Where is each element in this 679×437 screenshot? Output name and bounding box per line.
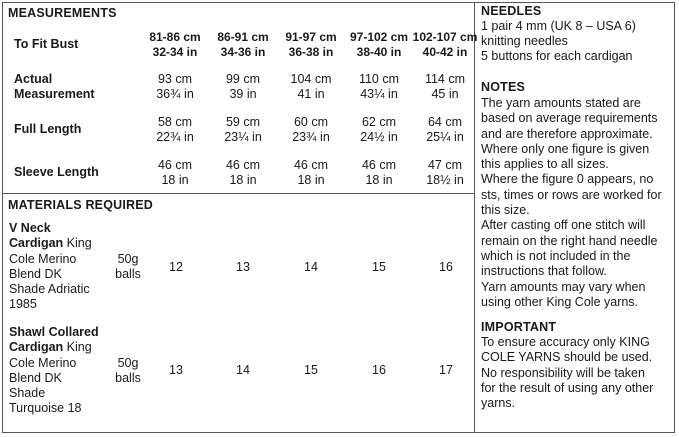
- v-neck-description: [9, 221, 119, 313]
- notes-line: using other King Cole yarns.: [481, 294, 639, 309]
- notes-heading: NOTES: [481, 80, 526, 94]
- shawl-qty-4: 16: [372, 363, 386, 377]
- shawl-description: [9, 325, 119, 417]
- important-line: No responsibility will be taken: [481, 365, 645, 380]
- v-neck-desc-5: 1985: [9, 297, 37, 312]
- important-heading: IMPORTANT: [481, 320, 557, 334]
- notes-line: and are therefore approximate.: [481, 126, 653, 141]
- v-neck-balls-1: 50g: [117, 252, 139, 266]
- notes-body: [481, 96, 675, 310]
- shawl-qty-2: 14: [236, 363, 250, 377]
- needles-heading: NEEDLES: [481, 4, 542, 18]
- v-neck-balls-2: balls: [115, 267, 141, 281]
- sleeve-4-cm: 46 cm: [361, 158, 397, 172]
- notes-line: Where only one figure is given: [481, 141, 650, 156]
- size-3-cm: 91-97 cm: [285, 30, 337, 44]
- length-5-in: 25¼ in: [426, 130, 464, 144]
- sleeve-5-in: 18½ in: [426, 173, 464, 187]
- v-neck-qty-1: 12: [169, 260, 183, 274]
- actual-1-cm: 93 cm: [157, 72, 193, 86]
- size-1-cm: 81-86 cm: [149, 30, 201, 44]
- v-neck-desc-1: King: [63, 236, 92, 251]
- sleeve-1-in: 18 in: [161, 173, 189, 187]
- actual-4-cm: 110 cm: [358, 72, 400, 86]
- shawl-desc-2: Cole Merino: [9, 355, 77, 370]
- important-line: for the result of using any other: [481, 380, 654, 395]
- notes-line: After casting off one stitch will: [481, 218, 646, 233]
- size-1-in: 32-34 in: [152, 45, 198, 59]
- shawl-desc-5: Turquoise 18: [9, 401, 82, 416]
- notes-line: Yarn amounts may vary when: [481, 279, 646, 294]
- length-2-in: 23¼ in: [224, 130, 262, 144]
- v-neck-desc-4: Shade Adriatic: [9, 282, 90, 297]
- sleeve-5-cm: 47 cm: [427, 158, 463, 172]
- v-neck-qty-4: 15: [372, 260, 386, 274]
- notes-line: based on average requirements: [481, 111, 658, 126]
- notes-line: instructions that follow.: [481, 264, 607, 279]
- shawl-balls-2: balls: [115, 371, 141, 385]
- sleeve-2-in: 18 in: [229, 173, 257, 187]
- size-4-in: 38-40 in: [356, 45, 402, 59]
- v-neck-qty-3: 14: [304, 260, 318, 274]
- notes-line: this size.: [481, 203, 530, 218]
- shawl-qty-3: 15: [304, 363, 318, 377]
- size-5-in: 40-42 in: [422, 45, 468, 59]
- important-line: COLE YARNS should be used.: [481, 350, 653, 365]
- sleeve-2-cm: 46 cm: [225, 158, 261, 172]
- sleeve-3-in: 18 in: [297, 173, 325, 187]
- notes-line: which is not included in the: [481, 248, 631, 263]
- needles-line-2: knitting needles: [481, 34, 568, 48]
- notes-line: remain on the right hand needle: [481, 233, 658, 248]
- shawl-desc-3: Blend DK: [9, 370, 62, 385]
- size-2-cm: 86-91 cm: [217, 30, 269, 44]
- notes-line: The yarn amounts stated are: [481, 96, 641, 110]
- sleeve-4-in: 18 in: [365, 173, 393, 187]
- important-body: [481, 335, 675, 411]
- size-5-cm: 102-107 cm: [412, 30, 478, 44]
- actual-4-in: 43¼ in: [360, 87, 398, 101]
- important-line: yarns.: [481, 396, 516, 411]
- row-label-actual-1: Actual: [14, 72, 53, 86]
- actual-2-in: 39 in: [229, 87, 257, 101]
- shawl-qty-5: 17: [439, 363, 453, 377]
- shawl-desc-1: King: [63, 340, 92, 355]
- length-5-cm: 64 cm: [427, 115, 463, 129]
- actual-2-cm: 99 cm: [225, 72, 261, 86]
- actual-5-cm: 114 cm: [424, 72, 466, 86]
- actual-3-in: 41 in: [297, 87, 325, 101]
- length-4-cm: 62 cm: [361, 115, 397, 129]
- section-divider: [2, 193, 475, 194]
- sleeve-1-cm: 46 cm: [157, 158, 193, 172]
- size-2-in: 34-36 in: [220, 45, 266, 59]
- actual-1-in: 36¾ in: [156, 87, 194, 101]
- length-2-cm: 59 cm: [225, 115, 261, 129]
- actual-5-in: 45 in: [431, 87, 459, 101]
- row-label-length: Full Length: [14, 122, 82, 136]
- notes-line: sts, times or rows are worked for: [481, 187, 662, 202]
- notes-line: this applies to all sizes.: [481, 157, 609, 172]
- length-3-cm: 60 cm: [293, 115, 329, 129]
- measurements-heading: MEASUREMENTS: [8, 6, 117, 20]
- row-label-actual-2: Measurement: [14, 87, 95, 101]
- v-neck-desc-3: Blend DK: [9, 266, 62, 281]
- materials-heading: MATERIALS REQUIRED: [8, 198, 154, 212]
- row-label-bust: To Fit Bust: [14, 37, 79, 51]
- sleeve-3-cm: 46 cm: [293, 158, 329, 172]
- length-4-in: 24½ in: [360, 130, 398, 144]
- important-line: To ensure accuracy only KING: [481, 335, 650, 349]
- length-1-cm: 58 cm: [157, 115, 193, 129]
- length-1-in: 22¾ in: [156, 130, 194, 144]
- row-label-sleeve: Sleeve Length: [14, 165, 99, 179]
- needles-line-1: 1 pair 4 mm (UK 8 – USA 6): [481, 19, 636, 33]
- v-neck-desc-2: Cole Merino: [9, 251, 77, 266]
- shawl-desc-4: Shade: [9, 386, 46, 401]
- shawl-name-1: Shawl Collared: [9, 325, 99, 339]
- length-3-in: 23¾ in: [292, 130, 330, 144]
- size-4-cm: 97-102 cm: [349, 30, 409, 44]
- shawl-name-2: Cardigan: [9, 340, 64, 355]
- v-neck-qty-2: 13: [236, 260, 250, 274]
- needles-line-3: 5 buttons for each cardigan: [481, 49, 633, 63]
- v-neck-qty-5: 16: [439, 260, 453, 274]
- v-neck-name-1: V Neck: [9, 221, 51, 235]
- shawl-balls-1: 50g: [117, 356, 139, 370]
- size-3-in: 36-38 in: [288, 45, 334, 59]
- notes-line: Where the figure 0 appears, no: [481, 172, 654, 187]
- column-divider: [474, 2, 475, 433]
- actual-3-cm: 104 cm: [290, 72, 332, 86]
- shawl-qty-1: 13: [169, 363, 183, 377]
- v-neck-name-2: Cardigan: [9, 236, 64, 251]
